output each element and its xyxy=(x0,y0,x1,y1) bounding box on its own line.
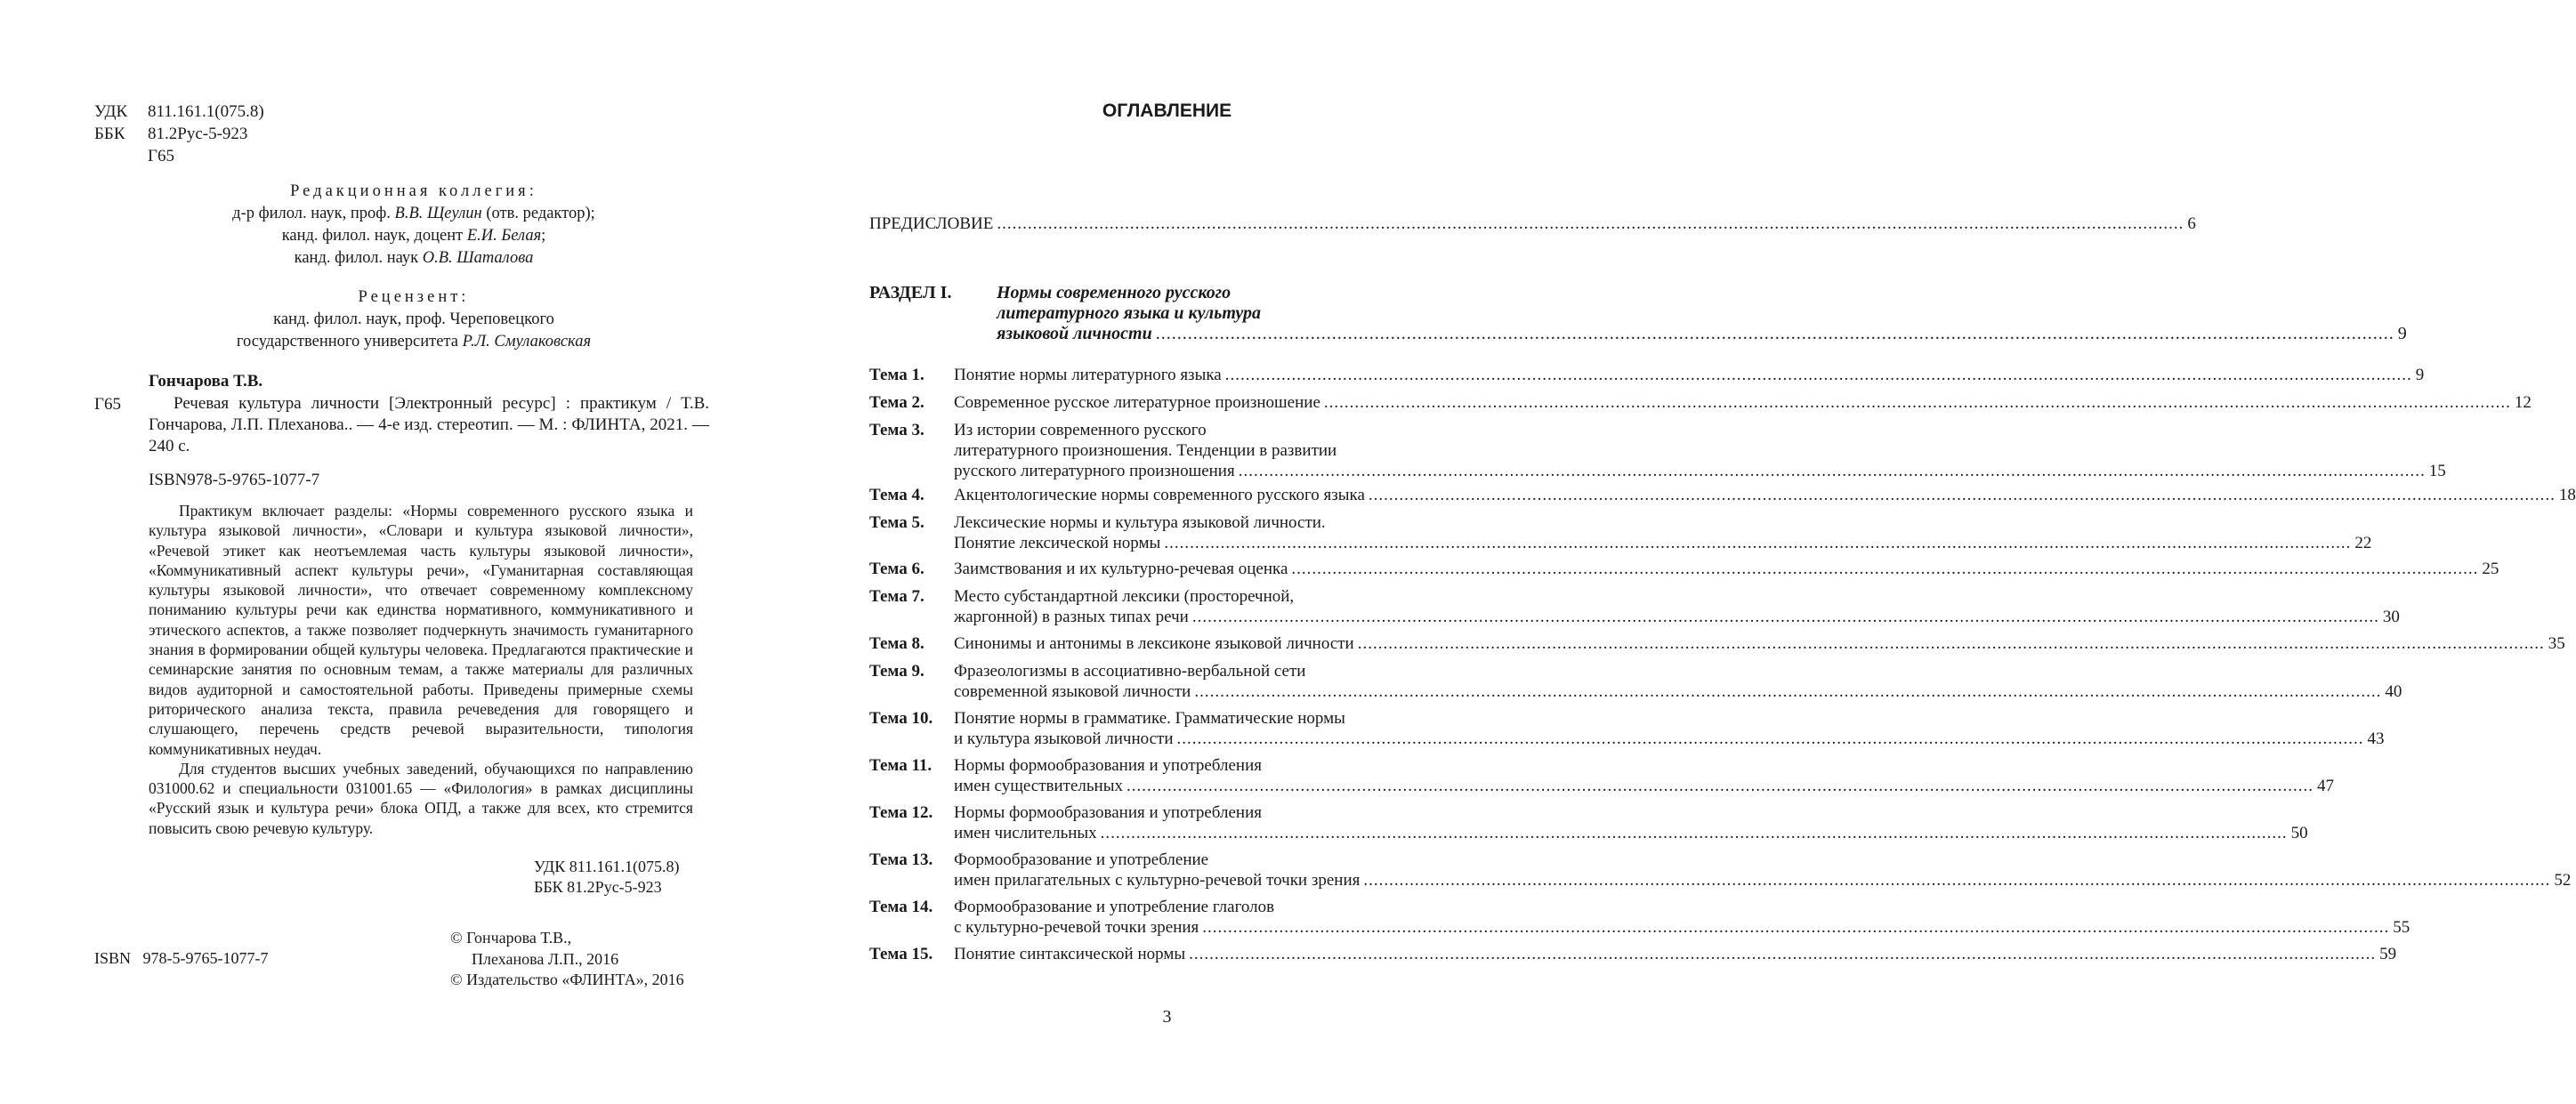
copyright-line-1: © Гончарова Т.В., xyxy=(450,929,572,947)
topic-title-line: Понятие нормы в грамматике. Грамматические нормы xyxy=(954,709,1345,728)
copyright-block xyxy=(450,928,684,991)
topic-title-line: имен прилагательных с культурно-речевой точки зрения xyxy=(954,871,1361,890)
toc-topic-11[interactable] xyxy=(869,755,2334,796)
topic-page: 30 xyxy=(2382,608,2400,626)
topic-page: 9 xyxy=(2415,366,2425,384)
topic-title-line: с культурно-речевой точки зрения xyxy=(954,918,1199,937)
bbk-value: 81.2Рус-5-923 xyxy=(148,125,248,143)
author-mark: Г65 xyxy=(148,147,174,165)
isbn-line: ISBN978-5-9765-1077-7 xyxy=(149,471,320,489)
page-number: 3 xyxy=(1162,1007,1172,1027)
topic-title-line: Заимствования и их культурно-речевая оценка xyxy=(954,560,1288,578)
toc-topic-12[interactable] xyxy=(869,802,2308,843)
toc-topic-10[interactable] xyxy=(869,708,2385,749)
topic-page: 12 xyxy=(2514,393,2532,412)
copyright-line-3: © Издательство «ФЛИНТА», 2016 xyxy=(450,971,684,988)
topic-label: Тема 6. xyxy=(869,560,925,578)
topic-title-line: Из истории современного русского xyxy=(954,421,1207,439)
classification-codes xyxy=(94,101,264,167)
footer-codes xyxy=(534,857,680,898)
topic-title-line: современной языковой личности xyxy=(954,682,1191,701)
board-heading: Редакционная коллегия: xyxy=(290,182,537,200)
section-label: РАЗДЕЛ I. xyxy=(869,283,952,302)
udk-value: 811.161.1(075.8) xyxy=(148,102,264,121)
topic-page: 43 xyxy=(2367,729,2385,748)
topic-title-line: Современное русское литературное произношение xyxy=(954,393,1320,412)
topic-label: Тема 12. xyxy=(869,803,933,822)
topic-title-line: Акцентологические нормы современного русского языка xyxy=(954,486,1365,504)
topic-label: Тема 2. xyxy=(869,393,925,412)
topic-title-line: имен существительных xyxy=(954,777,1123,795)
topic-page: 55 xyxy=(2393,918,2410,937)
topic-label: Тема 1. xyxy=(869,366,925,384)
topic-label: Тема 4. xyxy=(869,486,925,504)
reviewer-block xyxy=(133,286,694,353)
toc-topic-8[interactable] xyxy=(869,633,2565,654)
annotation-paragraph-2: Для студентов высших учебных заведений, обучающихся по направлению 031000.62 и специальности 031001.65 — «Филология» в рамках дисциплины «Русский язык и культура речи» блока ОПД, а также для всех, кто стремится повысить свою речевую культуру. xyxy=(149,759,693,837)
topic-page: 25 xyxy=(2482,560,2499,578)
topic-title-line: Понятие нормы литературного языка xyxy=(954,366,1222,384)
topic-page: 22 xyxy=(2354,534,2372,552)
topic-page: 47 xyxy=(2316,777,2334,795)
toc-topic-6[interactable] xyxy=(869,559,2499,579)
toc-topic-13[interactable] xyxy=(869,850,2572,890)
toc-preface[interactable]: ПРЕДИСЛОВИЕ ..... 6 xyxy=(869,214,1468,234)
topic-title-line: Понятие синтаксической нормы xyxy=(954,945,1186,963)
udk-footer: УДК 811.161.1(075.8) xyxy=(534,858,680,875)
topic-title-line: Формообразование и употребление xyxy=(954,850,1209,869)
topic-label: Тема 15. xyxy=(869,945,933,963)
topic-label: Тема 14. xyxy=(869,898,933,916)
toc-title: ОГЛАВЛЕНИЕ xyxy=(1102,101,1232,121)
topic-title-line: Место субстандартной лексики (просторечной, xyxy=(954,587,1295,606)
reviewer-line-1: канд. филол. наук, проф. Череповецкого xyxy=(273,310,554,328)
editorial-board xyxy=(133,181,694,270)
annotation xyxy=(149,501,693,838)
toc-section-1[interactable]: РАЗДЕЛ I. Нормы современного русского литературного языка и культура языковой личности ..... 9 xyxy=(869,283,1468,344)
topic-title-line: и культура языковой личности xyxy=(954,729,1174,748)
topic-label: Тема 11. xyxy=(869,756,933,775)
copyright-line-2: Плеханова Л.П., 2016 xyxy=(472,949,619,968)
topic-title-line: Понятие лексической нормы xyxy=(954,534,1161,552)
reviewer-heading: Рецензент: xyxy=(358,288,470,306)
topic-title-line: Синонимы и антонимы в лексиконе языковой личности xyxy=(954,634,1354,653)
toc-topic-2[interactable] xyxy=(869,392,2532,413)
toc-topic-7[interactable] xyxy=(869,586,2400,627)
topic-title-line: Нормы формообразования и употребления xyxy=(954,756,1262,775)
topic-label: Тема 3. xyxy=(869,421,925,439)
reviewer-line-2: государственного университета Р.Л. Смулаковская xyxy=(236,333,592,351)
board-member-2: канд. филол. наук, доцент Е.И. Белая; xyxy=(281,227,546,245)
annotation-paragraph-1: Практикум включает разделы: «Нормы современного русского языка и культура языковой личности», «Словари и культура языковой личности», «Речевой этикет как неотъемлемая часть культуры языковой личности», «Коммуникативный аспект культуры речи», «Гуманитарная составляющая культуры языковой личности», что отвечает современному комплексному пониманию культуры речи как единства нормативного, коммуникативного и этического аспектов, а также позволяет подчеркнуть значимость гуманитарного знания в формировании общей культуры человека. Предлагаются практические и семинарские занятия по основным темам, а также материалы для различных видов аудиторной и самостоятельной работы. Приведены примерные схемы риторического анализа текста, правила речеведения для говорящего и слушающего, перечень средств речевой выразительности, типология коммуникативных неудач. xyxy=(149,502,693,758)
topic-page: 35 xyxy=(2548,634,2565,653)
toc-topic-15[interactable] xyxy=(869,944,2397,964)
topic-page: 18 xyxy=(2558,486,2576,504)
board-member-3: канд. филол. наук О.В. Шаталова xyxy=(294,249,534,267)
topic-page: 40 xyxy=(2385,682,2402,701)
topic-title-line: Формообразование и употребление глаголов xyxy=(954,898,1275,916)
topic-title-line: литературного произношения. Тенденции в развитии xyxy=(954,441,1337,460)
topic-title-line: Нормы формообразования и употребления xyxy=(954,803,1262,822)
toc-topic-3[interactable] xyxy=(869,420,2446,481)
topic-page: 52 xyxy=(2554,871,2572,890)
toc-topic-14[interactable] xyxy=(869,897,2410,938)
toc-topic-4[interactable] xyxy=(869,485,2576,505)
topic-label: Тема 5. xyxy=(869,513,925,532)
topic-page: 15 xyxy=(2428,462,2446,480)
bibliographic-record: Речевая культура личности [Электронный ресурс] : практикум / Т.В. Гончарова, Л.П. Плеханова.. — 4-е изд. стереотип. — М. : ФЛИНТА, 2021. — 240 с. xyxy=(149,394,709,455)
toc-topic-9[interactable] xyxy=(869,661,2402,702)
topic-page: 50 xyxy=(2290,824,2308,842)
bbk-label: ББК xyxy=(94,125,125,143)
topic-title-line: Лексические нормы и культура языковой личности. xyxy=(954,513,1326,532)
toc-topic-5[interactable] xyxy=(869,512,2372,553)
topic-label: Тема 10. xyxy=(869,709,933,728)
topic-title-line: жаргонной) в разных типах речи xyxy=(954,608,1189,626)
author-name: Гончарова Т.В. xyxy=(149,372,263,391)
topic-label: Тема 13. xyxy=(869,850,933,869)
udk-label: УДК xyxy=(94,102,128,121)
left-page xyxy=(0,0,778,1104)
board-member-1: д-р филол. наук, проф. В.В. Щеулин (отв. редактор); xyxy=(232,205,595,222)
bib-mark: Г65 xyxy=(94,395,121,414)
topic-label: Тема 8. xyxy=(869,634,925,653)
topic-title-line: русского литературного произношения xyxy=(954,462,1235,480)
topic-title-line: имен числительных xyxy=(954,824,1097,842)
bbk-footer: ББК 81.2Рус-5-923 xyxy=(534,878,662,896)
topic-label: Тема 7. xyxy=(869,587,925,606)
topic-page: 59 xyxy=(2379,945,2397,963)
right-page xyxy=(778,0,2576,1104)
toc-topic-1[interactable] xyxy=(869,365,2425,385)
topic-title-line: Фразеологизмы в ассоциативно-вербальной сети xyxy=(954,662,1306,681)
isbn-footer: ISBN 978-5-9765-1077-7 xyxy=(94,949,269,967)
topic-label: Тема 9. xyxy=(869,662,925,681)
